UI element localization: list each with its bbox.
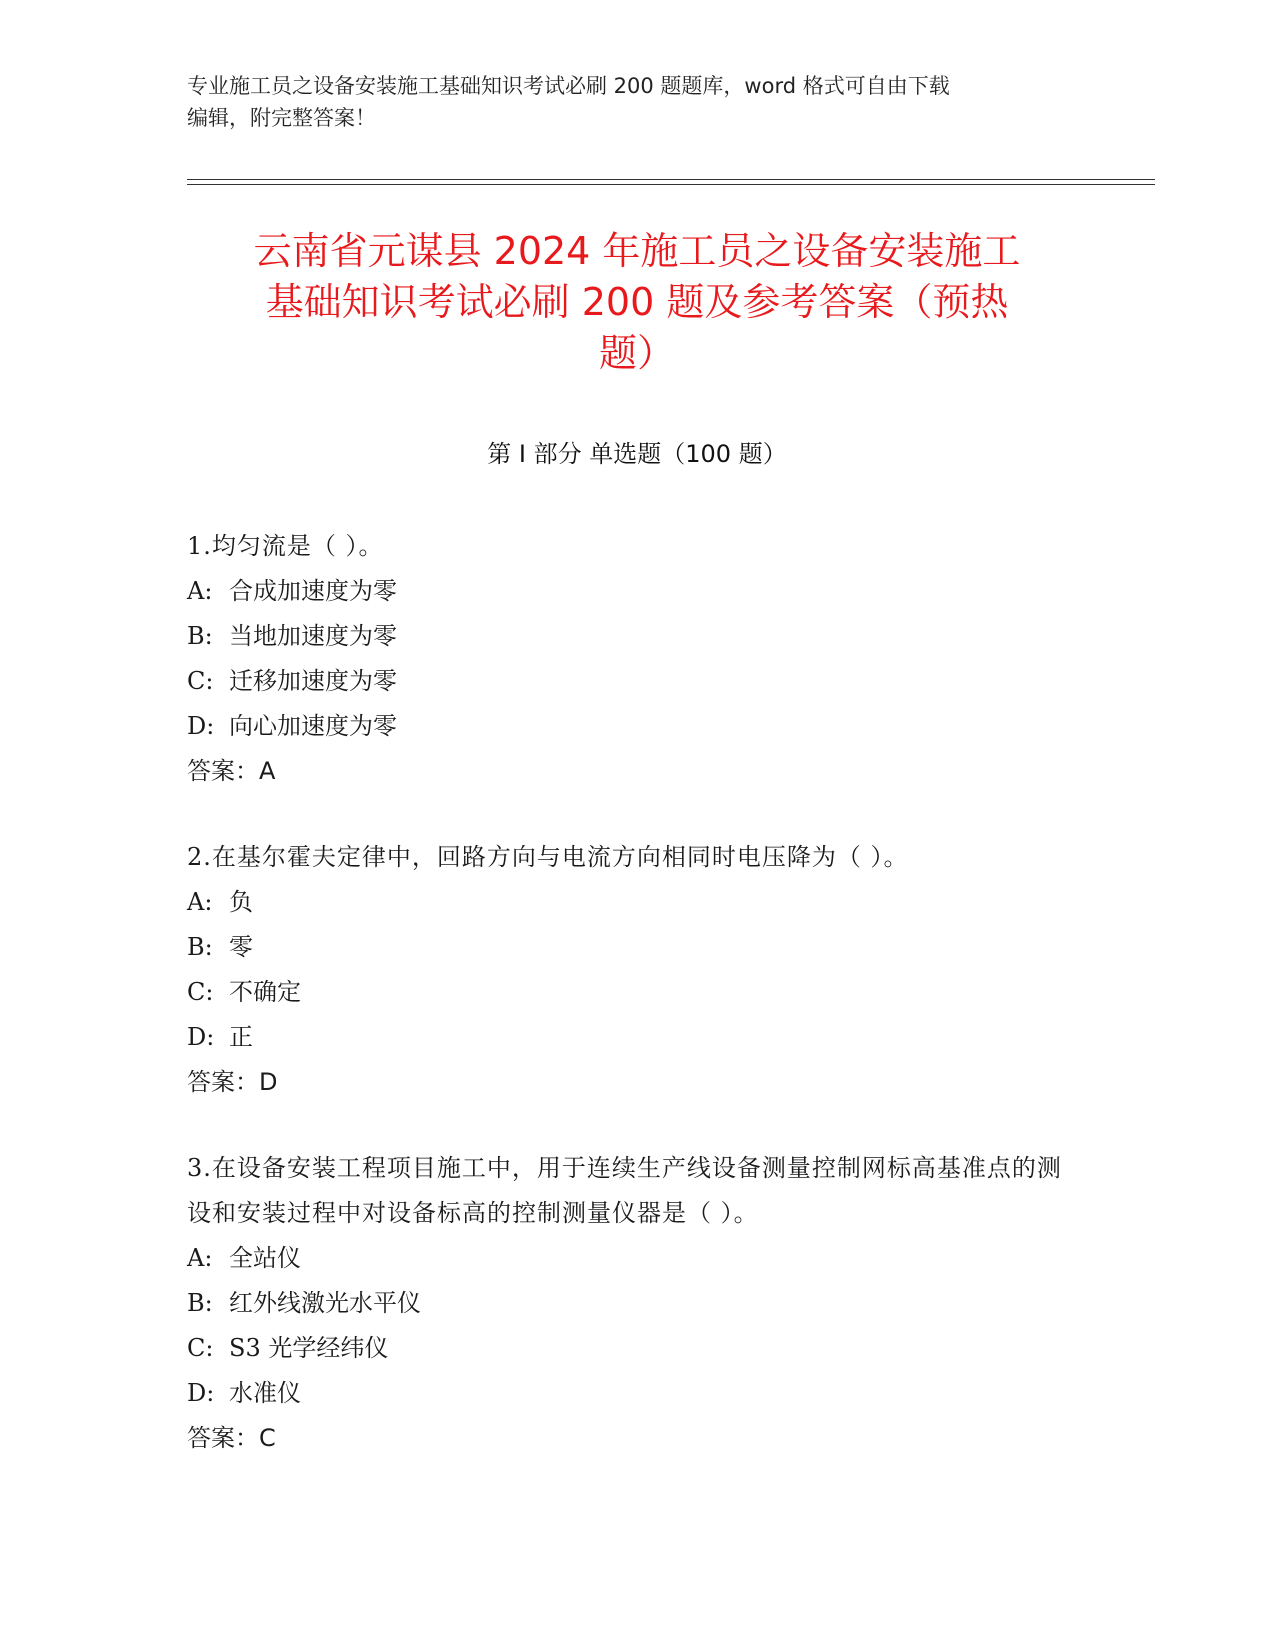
- document-title: [187, 226, 1087, 379]
- option-key: B:: [187, 1289, 213, 1317]
- answer: 答案：C: [187, 1424, 276, 1452]
- option-b: [187, 925, 1087, 970]
- option-key: D:: [187, 1023, 215, 1051]
- option-key: B:: [187, 933, 213, 961]
- title-line-1: 云南省元谋县 2024 年施工员之设备安装施工: [253, 229, 1021, 273]
- option-c: [187, 1326, 1087, 1371]
- option-key: C:: [187, 1334, 214, 1362]
- option-text: 负: [229, 888, 253, 916]
- option-text: 正: [229, 1023, 253, 1051]
- option-b: [187, 614, 1087, 659]
- option-text: 全站仪: [229, 1244, 301, 1272]
- option-key: D:: [187, 1379, 215, 1407]
- option-a: [187, 880, 1087, 925]
- question-item: [187, 835, 1087, 1105]
- option-key: A:: [187, 577, 213, 605]
- option-key: B:: [187, 622, 213, 650]
- option-text: 向心加速度为零: [229, 712, 397, 740]
- option-key: C:: [187, 978, 214, 1006]
- option-text: 合成加速度为零: [229, 577, 397, 605]
- option-text: 红外线激光水平仪: [229, 1289, 421, 1317]
- option-c: [187, 970, 1087, 1015]
- answer: 答案：D: [187, 1068, 278, 1096]
- question-list: [187, 524, 1087, 1502]
- question-item: [187, 524, 1087, 794]
- page-header: [187, 70, 1087, 134]
- option-text: 水准仪: [229, 1379, 301, 1407]
- section-heading: 第 I 部分 单选题（100 题）: [487, 440, 787, 468]
- answer: 答案：A: [187, 757, 276, 785]
- question-stem: 2.在基尔霍夫定律中，回路方向与电流方向相同时电压降为（ ）。: [187, 843, 909, 871]
- option-c: [187, 659, 1087, 704]
- title-line-2: 基础知识考试必刷 200 题及参考答案（预热: [265, 280, 1009, 324]
- option-a: [187, 1236, 1087, 1281]
- option-text: 不确定: [229, 978, 301, 1006]
- option-text: 当地加速度为零: [229, 622, 397, 650]
- option-d: [187, 1015, 1087, 1060]
- option-key: A:: [187, 888, 213, 916]
- header-divider-top: [187, 179, 1155, 180]
- option-b: [187, 1281, 1087, 1326]
- option-text: S3 光学经纬仪: [229, 1334, 389, 1362]
- option-key: C:: [187, 667, 214, 695]
- option-d: [187, 704, 1087, 749]
- option-d: [187, 1371, 1087, 1416]
- option-text: 迁移加速度为零: [229, 667, 397, 695]
- option-a: [187, 569, 1087, 614]
- question-item: [187, 1146, 1087, 1461]
- option-text: 零: [229, 933, 253, 961]
- question-stem: 3.在设备安装工程项目施工中，用于连续生产线设备测量控制网标高基准点的测设和安装过程中对设备标高的控制测量仪器是（ ）。: [187, 1154, 1062, 1227]
- option-key: A:: [187, 1244, 213, 1272]
- header-line-2: 编辑，附完整答案！: [187, 106, 376, 130]
- question-stem: 1.均匀流是（ ）。: [187, 532, 384, 560]
- header-divider-bottom: [187, 184, 1155, 185]
- option-key: D:: [187, 712, 215, 740]
- title-line-3: 题）: [598, 331, 675, 375]
- header-line-1: 专业施工员之设备安装施工基础知识考试必刷 200 题题库，word 格式可自由下载: [187, 74, 950, 98]
